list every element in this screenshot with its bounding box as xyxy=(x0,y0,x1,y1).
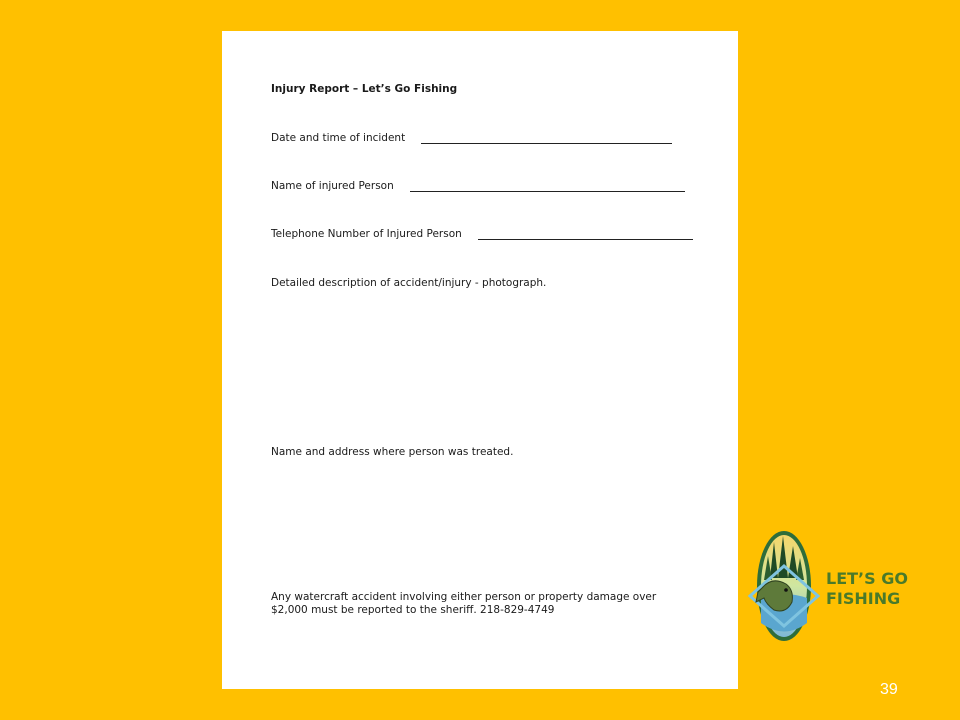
date-time-field-label: Date and time of incident xyxy=(271,132,406,144)
sheriff-note-line-2: $2,000 must be reported to the sheriff. 218-829-4749 xyxy=(271,604,555,616)
report-page xyxy=(222,31,738,689)
name-blank-line xyxy=(410,191,685,192)
phone-field-label: Telephone Number of Injured Person xyxy=(271,228,462,240)
slide-number: 39 xyxy=(880,681,898,698)
report-title: Injury Report – Let’s Go Fishing xyxy=(271,83,458,95)
name-field-label: Name of injured Person xyxy=(271,180,394,192)
lets-go-fishing-logo xyxy=(742,528,912,644)
sheriff-note-line-1: Any watercraft accident involving either person or property damage over xyxy=(271,591,657,603)
date-time-blank-line xyxy=(421,143,672,144)
phone-blank-line xyxy=(478,239,693,240)
logo-text-line-1: LET’S GO xyxy=(826,569,908,588)
logo-text-line-2: FISHING xyxy=(826,589,901,608)
description-field-label: Detailed description of accident/injury - photograph. xyxy=(271,277,547,289)
fish-eye xyxy=(784,588,788,592)
treatment-field-label: Name and address where person was treated. xyxy=(271,446,514,458)
